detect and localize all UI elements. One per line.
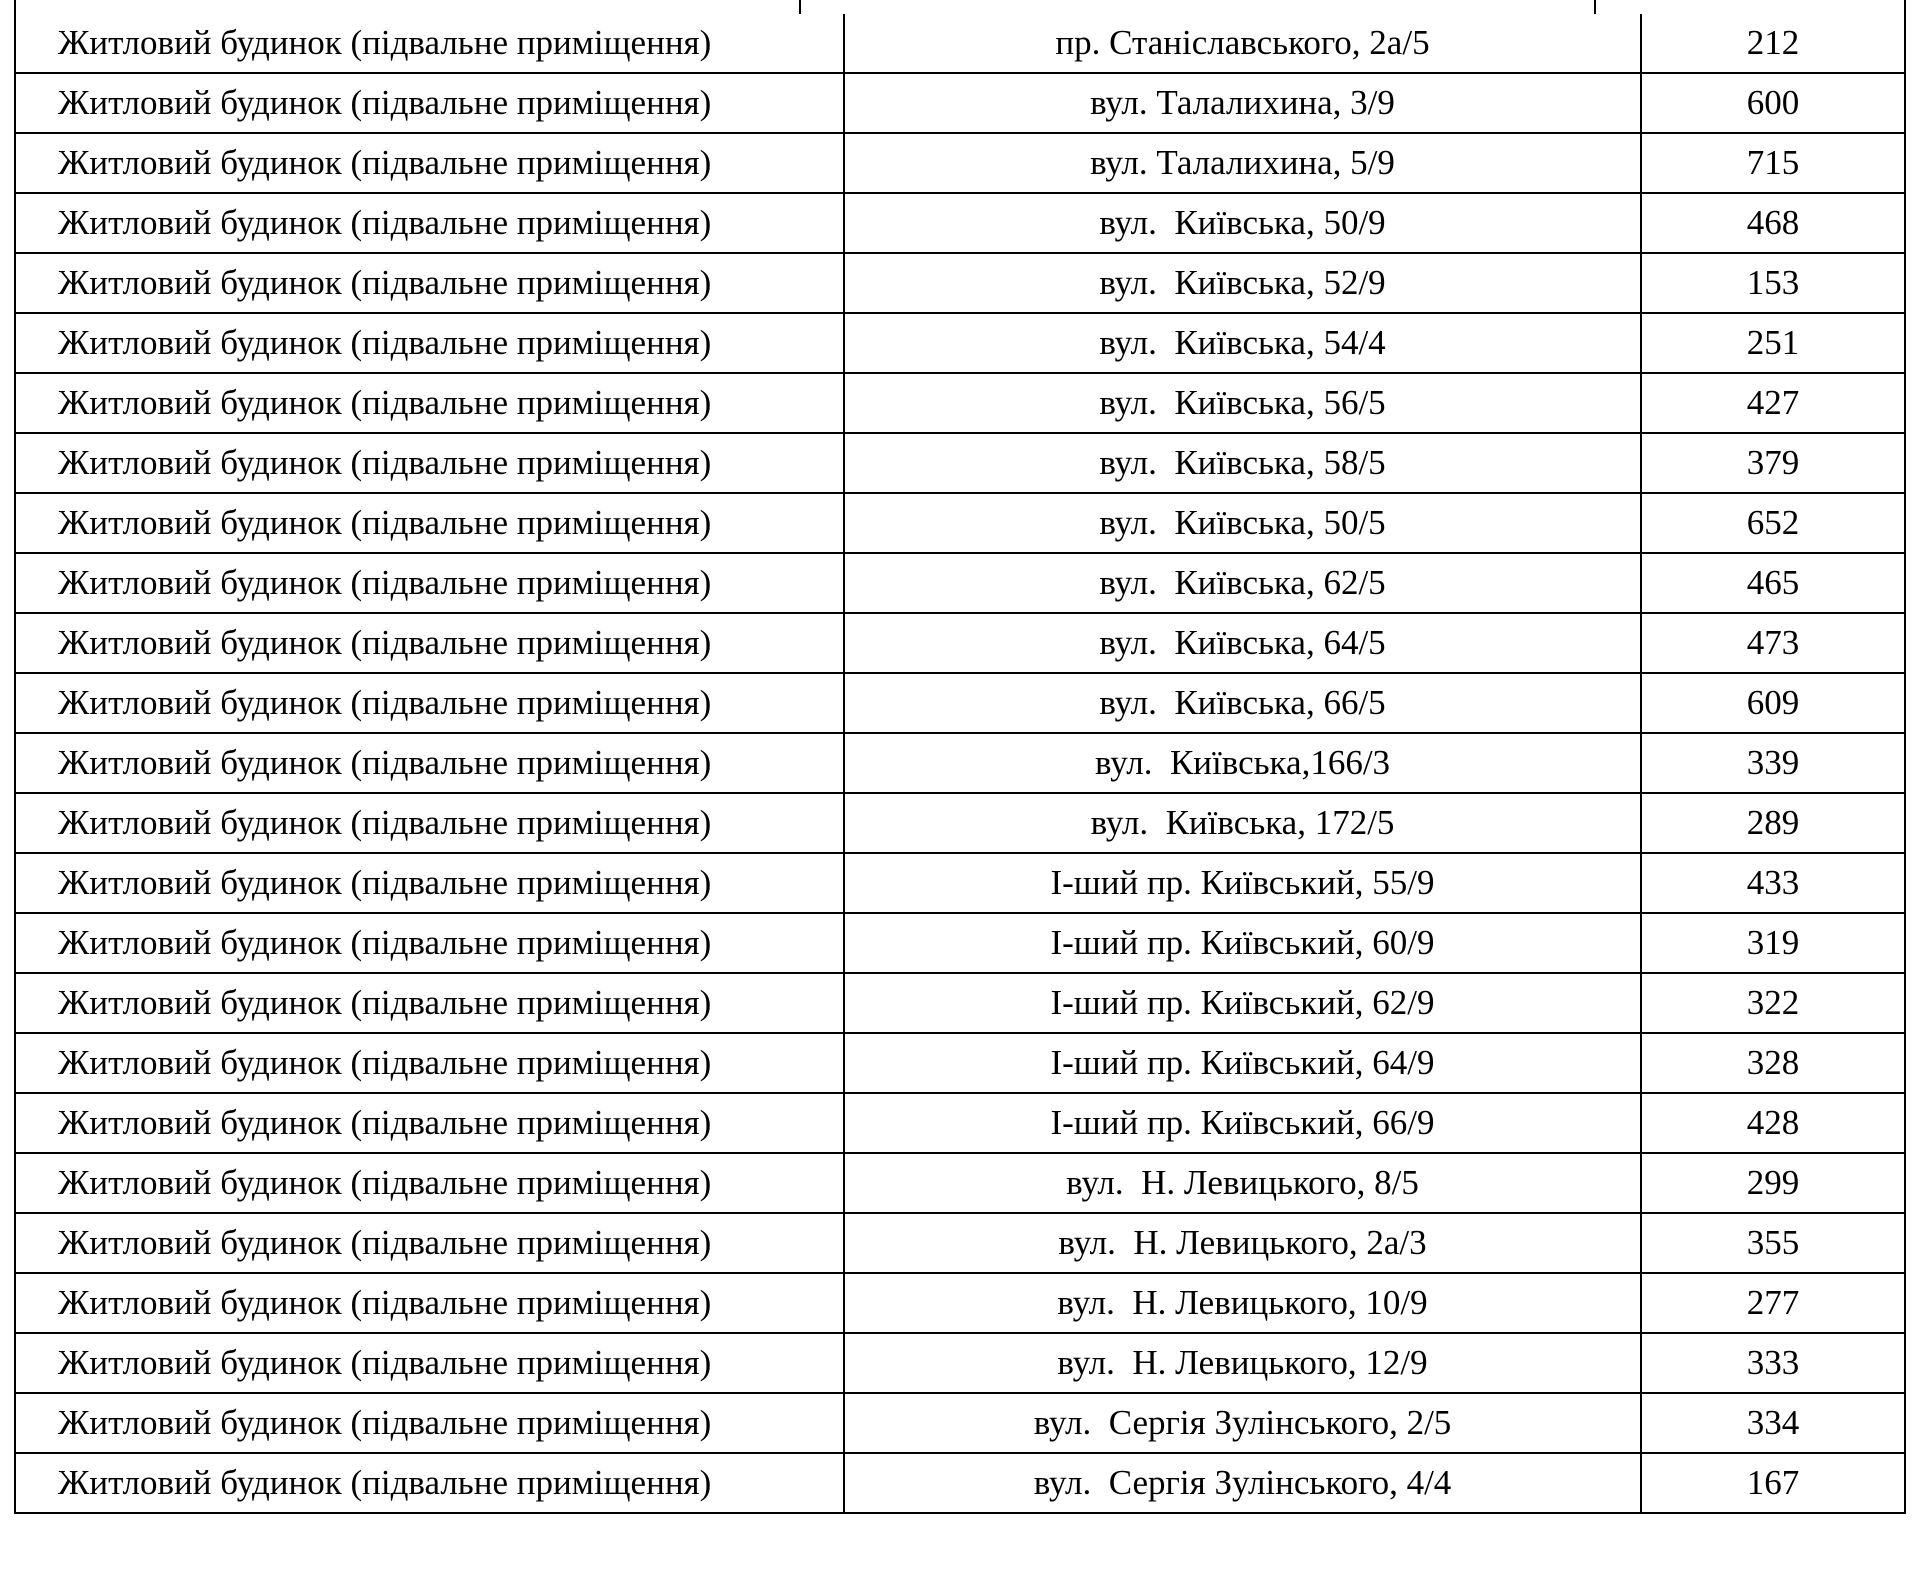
building-type-cell: Житловий будинок (підвальне приміщення)	[15, 1453, 844, 1513]
area-cell: 212	[1641, 14, 1905, 73]
table-body	[15, 14, 1905, 1513]
table-border-stub	[1594, 0, 1596, 14]
area-cell: 433	[1641, 853, 1905, 913]
address-cell: І-ший пр. Київський, 64/9	[844, 1033, 1641, 1093]
area-cell: 251	[1641, 313, 1905, 373]
table-row	[15, 14, 1905, 73]
address-cell: вул. Н. Левицького, 8/5	[844, 1153, 1641, 1213]
table-row	[15, 1453, 1905, 1513]
address-cell: І-ший пр. Київський, 66/9	[844, 1093, 1641, 1153]
address-cell: вул. Талалихина, 3/9	[844, 73, 1641, 133]
area-cell: 428	[1641, 1093, 1905, 1153]
address-cell: вул. Київська, 64/5	[844, 613, 1641, 673]
address-cell: вул. Талалихина, 5/9	[844, 133, 1641, 193]
area-cell: 319	[1641, 913, 1905, 973]
table-row	[15, 1213, 1905, 1273]
table-row	[15, 313, 1905, 373]
building-type-cell: Житловий будинок (підвальне приміщення)	[15, 613, 844, 673]
area-cell: 277	[1641, 1273, 1905, 1333]
address-cell: вул. Київська, 66/5	[844, 673, 1641, 733]
area-cell: 652	[1641, 493, 1905, 553]
building-type-cell: Житловий будинок (підвальне приміщення)	[15, 853, 844, 913]
building-type-cell: Житловий будинок (підвальне приміщення)	[15, 1153, 844, 1213]
address-cell: І-ший пр. Київський, 62/9	[844, 973, 1641, 1033]
table-row	[15, 1153, 1905, 1213]
building-type-cell: Житловий будинок (підвальне приміщення)	[15, 193, 844, 253]
table-border-stub	[799, 0, 801, 14]
area-cell: 427	[1641, 373, 1905, 433]
address-cell: пр. Станіславського, 2а/5	[844, 14, 1641, 73]
area-cell: 600	[1641, 73, 1905, 133]
table-row	[15, 793, 1905, 853]
table-row	[15, 553, 1905, 613]
table-row	[15, 1033, 1905, 1093]
area-cell: 322	[1641, 973, 1905, 1033]
building-type-cell: Житловий будинок (підвальне приміщення)	[15, 553, 844, 613]
table-row	[15, 973, 1905, 1033]
building-type-cell: Житловий будинок (підвальне приміщення)	[15, 793, 844, 853]
address-cell: вул. Н. Левицького, 12/9	[844, 1333, 1641, 1393]
area-cell: 339	[1641, 733, 1905, 793]
table-row	[15, 733, 1905, 793]
address-cell: вул. Київська, 56/5	[844, 373, 1641, 433]
building-type-cell: Житловий будинок (підвальне приміщення)	[15, 373, 844, 433]
table-row	[15, 193, 1905, 253]
address-cell: вул. Київська, 54/4	[844, 313, 1641, 373]
building-type-cell: Житловий будинок (підвальне приміщення)	[15, 253, 844, 313]
table-border-stub	[14, 0, 16, 14]
building-type-cell: Житловий будинок (підвальне приміщення)	[15, 673, 844, 733]
table-border-stub	[1904, 0, 1906, 14]
address-cell: І-ший пр. Київський, 60/9	[844, 913, 1641, 973]
address-cell: вул. Н. Левицького, 10/9	[844, 1273, 1641, 1333]
building-type-cell: Житловий будинок (підвальне приміщення)	[15, 1093, 844, 1153]
table-row	[15, 853, 1905, 913]
building-type-cell: Житловий будинок (підвальне приміщення)	[15, 733, 844, 793]
area-cell: 465	[1641, 553, 1905, 613]
building-type-cell: Житловий будинок (підвальне приміщення)	[15, 913, 844, 973]
building-type-cell: Житловий будинок (підвальне приміщення)	[15, 1033, 844, 1093]
area-cell: 153	[1641, 253, 1905, 313]
building-type-cell: Житловий будинок (підвальне приміщення)	[15, 433, 844, 493]
area-cell: 355	[1641, 1213, 1905, 1273]
table-row	[15, 913, 1905, 973]
address-cell: вул. Сергія Зулінського, 4/4	[844, 1453, 1641, 1513]
table-row	[15, 253, 1905, 313]
building-type-cell: Житловий будинок (підвальне приміщення)	[15, 133, 844, 193]
area-cell: 468	[1641, 193, 1905, 253]
building-type-cell: Житловий будинок (підвальне приміщення)	[15, 973, 844, 1033]
area-cell: 299	[1641, 1153, 1905, 1213]
area-cell: 609	[1641, 673, 1905, 733]
address-cell: вул. Київська, 172/5	[844, 793, 1641, 853]
area-cell: 328	[1641, 1033, 1905, 1093]
area-cell: 715	[1641, 133, 1905, 193]
address-cell: вул. Київська, 52/9	[844, 253, 1641, 313]
address-cell: вул. Київська, 50/9	[844, 193, 1641, 253]
table-row	[15, 1273, 1905, 1333]
building-type-cell: Житловий будинок (підвальне приміщення)	[15, 73, 844, 133]
building-type-cell: Житловий будинок (підвальне приміщення)	[15, 1273, 844, 1333]
address-cell: вул. Київська, 50/5	[844, 493, 1641, 553]
building-type-cell: Житловий будинок (підвальне приміщення)	[15, 1333, 844, 1393]
table-row	[15, 1393, 1905, 1453]
table-row	[15, 73, 1905, 133]
table-row	[15, 1333, 1905, 1393]
building-type-cell: Житловий будинок (підвальне приміщення)	[15, 493, 844, 553]
table-row	[15, 1093, 1905, 1153]
area-cell: 167	[1641, 1453, 1905, 1513]
area-cell: 473	[1641, 613, 1905, 673]
area-cell: 379	[1641, 433, 1905, 493]
building-type-cell: Житловий будинок (підвальне приміщення)	[15, 14, 844, 73]
building-type-cell: Житловий будинок (підвальне приміщення)	[15, 313, 844, 373]
area-cell: 333	[1641, 1333, 1905, 1393]
address-cell: вул. Київська,166/3	[844, 733, 1641, 793]
address-cell: вул. Н. Левицького, 2а/3	[844, 1213, 1641, 1273]
address-cell: вул. Сергія Зулінського, 2/5	[844, 1393, 1641, 1453]
area-cell: 334	[1641, 1393, 1905, 1453]
table-row	[15, 613, 1905, 673]
address-cell: вул. Київська, 58/5	[844, 433, 1641, 493]
table-row	[15, 493, 1905, 553]
address-cell: І-ший пр. Київський, 55/9	[844, 853, 1641, 913]
area-cell: 289	[1641, 793, 1905, 853]
table-row	[15, 433, 1905, 493]
table-row	[15, 373, 1905, 433]
building-type-cell: Житловий будинок (підвальне приміщення)	[15, 1393, 844, 1453]
building-type-cell: Житловий будинок (підвальне приміщення)	[15, 1213, 844, 1273]
table-row	[15, 673, 1905, 733]
address-cell: вул. Київська, 62/5	[844, 553, 1641, 613]
table-row	[15, 133, 1905, 193]
shelter-table	[14, 14, 1906, 1514]
